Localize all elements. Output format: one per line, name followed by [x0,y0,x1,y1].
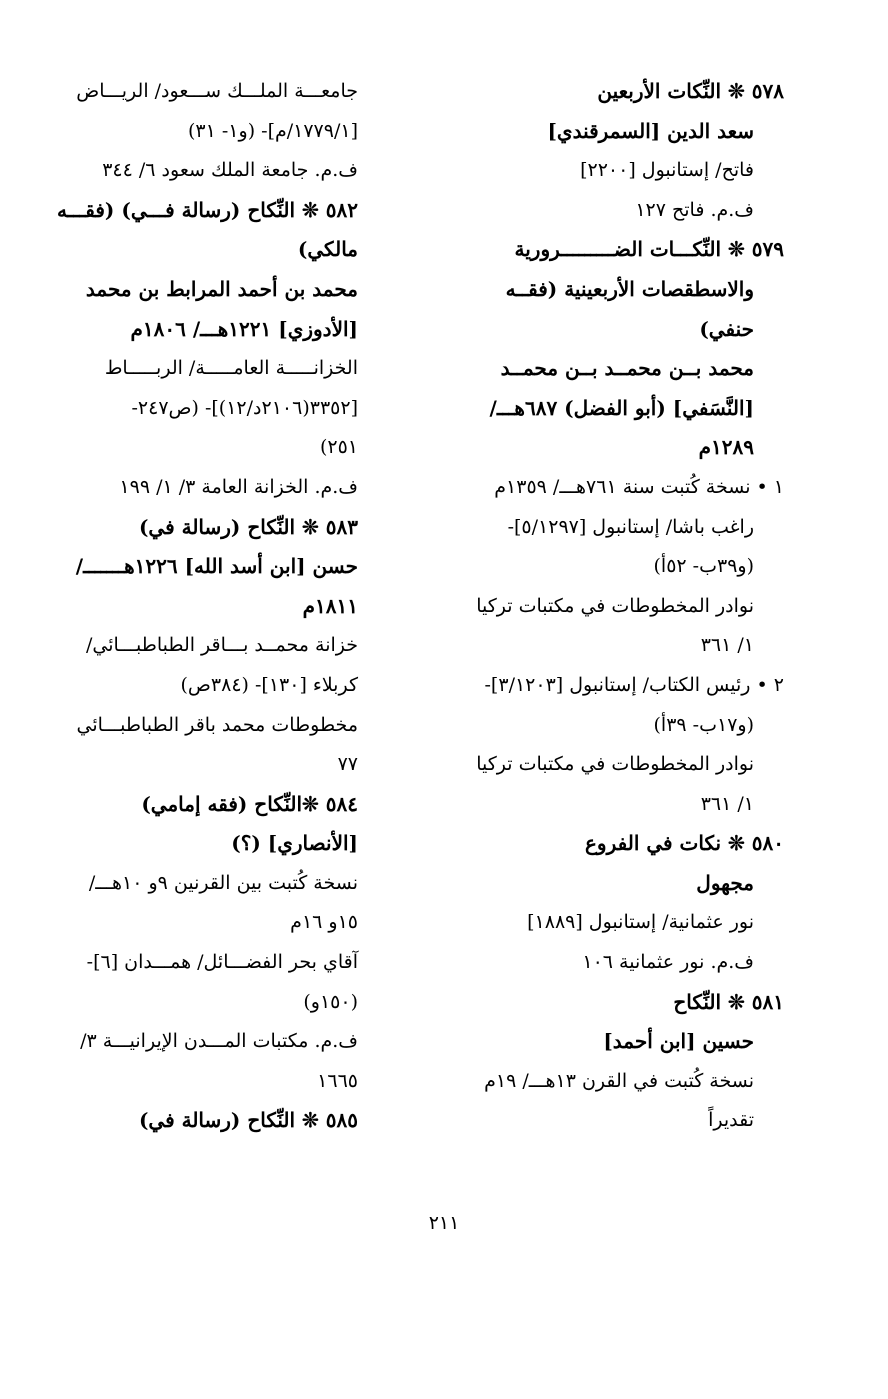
text-line: ١٦٦٥ [317,1069,358,1092]
text-line: مجهول [696,870,754,895]
text-line: نوادر المخطوطات في مكتبات تركيا [476,753,754,776]
text-line: حسين [ابن أحمد] [603,1029,754,1054]
text-line: ٥٨٣ ❊ النِّكاح (رسالة في) [138,514,358,539]
text-line: ١/ ٣٦١ [700,634,754,657]
text-line: ف.م. مكتبات المـــدن الإيرانيـــة ٣/ [80,1030,358,1053]
text-line: حنفي) [699,316,754,341]
text-line: محمد بــن محمــد بــن محمــد [500,356,754,381]
text-line: ١ • نسخة كُتبت سنة ٧٦١هـــ/ ١٣٥٩م [494,475,784,498]
text-line: محمد بن أحمد المرابط بن محمد [85,276,358,301]
page-number: ٢١١ [428,1212,460,1234]
text-line: فاتح/ إستانبول [٢٢٠٠] [580,159,754,182]
text-line: مخطوطات محمد باقر الطباطبـــائي [76,713,358,736]
text-line: خزانة محمــد بـــاقر الطباطبـــائي/ [85,634,358,657]
text-line: حسن [ابن أسد الله] ١٢٢٦هـــــــ/ [75,554,358,579]
text-line: [الأدوزي] ١٢٢١هـــ/ ١٨٠٦م [130,316,358,341]
text-line: (١٥٠و) [303,990,358,1013]
text-line: نسخة كُتبت بين القرنين ٩و ١٠هـــ/ [88,871,358,894]
text-line: ف.م. جامعة الملك سعود ٦/ ٣٤٤ [102,159,358,182]
text-line: ١٢٨٩م [698,435,754,460]
text-line: ١٨١١م [302,593,358,618]
text-line: نسخة كُتبت في القرن ١٣هـــ/ ١٩م [484,1069,754,1092]
text-line: [١٧٧٩/١/م]- (و١- ٣١) [187,119,358,142]
text-line: الخزانـــــة العامـــــة/ الربـــــاط [104,357,358,380]
text-line: (و٣٩ب- ٥٢أ) [653,555,754,578]
left-column [58,72,358,1141]
text-line: ٢٥١) [319,436,358,459]
text-line: ٥٨١ ❊ النِّكاح [673,989,784,1014]
text-line: تقديراً [708,1109,754,1132]
right-column [439,72,784,1141]
text-line: راغب باشا/ إستانبول [٥/١٢٩٧]- [507,515,754,538]
text-line: [الأنصاري] (؟) [231,831,358,856]
text-line: آقاي بحر الفضـــائل/ همـــدان [٦]- [86,951,358,974]
text-line: ٥٨٤ ❊النِّكاح (فقه إمامي) [141,791,358,816]
text-line: ٢ • رئيس الكتاب/ إستانبول [٣/١٢٠٣]- [484,673,784,696]
text-line: ف.م. الخزانة العامة ٣/ ١/ ١٩٩ [119,475,358,498]
text-line: ٥٧٩ ❊ النِّكـــات الضـــــــــرورية [514,237,784,262]
text-line: (و١٧ب- ٣٩أ) [653,713,754,736]
text-line: والاسطقصات الأربعينية (فقــه [505,276,754,301]
text-line: ف.م. فاتح ١٢٧ [635,198,754,221]
text-line: كربلاء [١٣٠]- (٣٨٤ص) [180,673,358,696]
text-line: ١٥و ١٦م [290,911,358,934]
text-line: مالكي) [297,237,358,262]
text-line: [٣٣٥٢(٢١٠٦د/١٢)]- (ص٢٤٧- [131,396,358,419]
text-line: ٥٨٢ ❊ النِّكاح (رسالة فـــي) (فقـــه [56,197,358,222]
text-line: ٥٧٨ ❊ النِّكات الأربعين [597,79,784,103]
text-line: ١/ ٣٦١ [700,792,754,815]
text-line: نور عثمانية/ إستانبول [١٨٨٩] [527,911,754,934]
text-line: ٥٨٥ ❊ النِّكاح (رسالة في) [138,1108,358,1133]
text-line: ٥٨٠ ❊ نكات في الفروع [584,831,784,856]
text-line: جامعـــة الملـــك ســـعود/ الريـــاض [76,80,358,102]
text-line: سعد الدين [السمرقندي] [547,118,754,143]
text-line: ف.م. نور عثمانية ١٠٦ [582,951,754,974]
text-line: [النَّسَفي] (أبو الفضل) ٦٨٧هـــ/ [489,395,754,420]
text-line: نوادر المخطوطات في مكتبات تركيا [476,594,754,617]
text-line: ٧٧ [337,753,358,776]
